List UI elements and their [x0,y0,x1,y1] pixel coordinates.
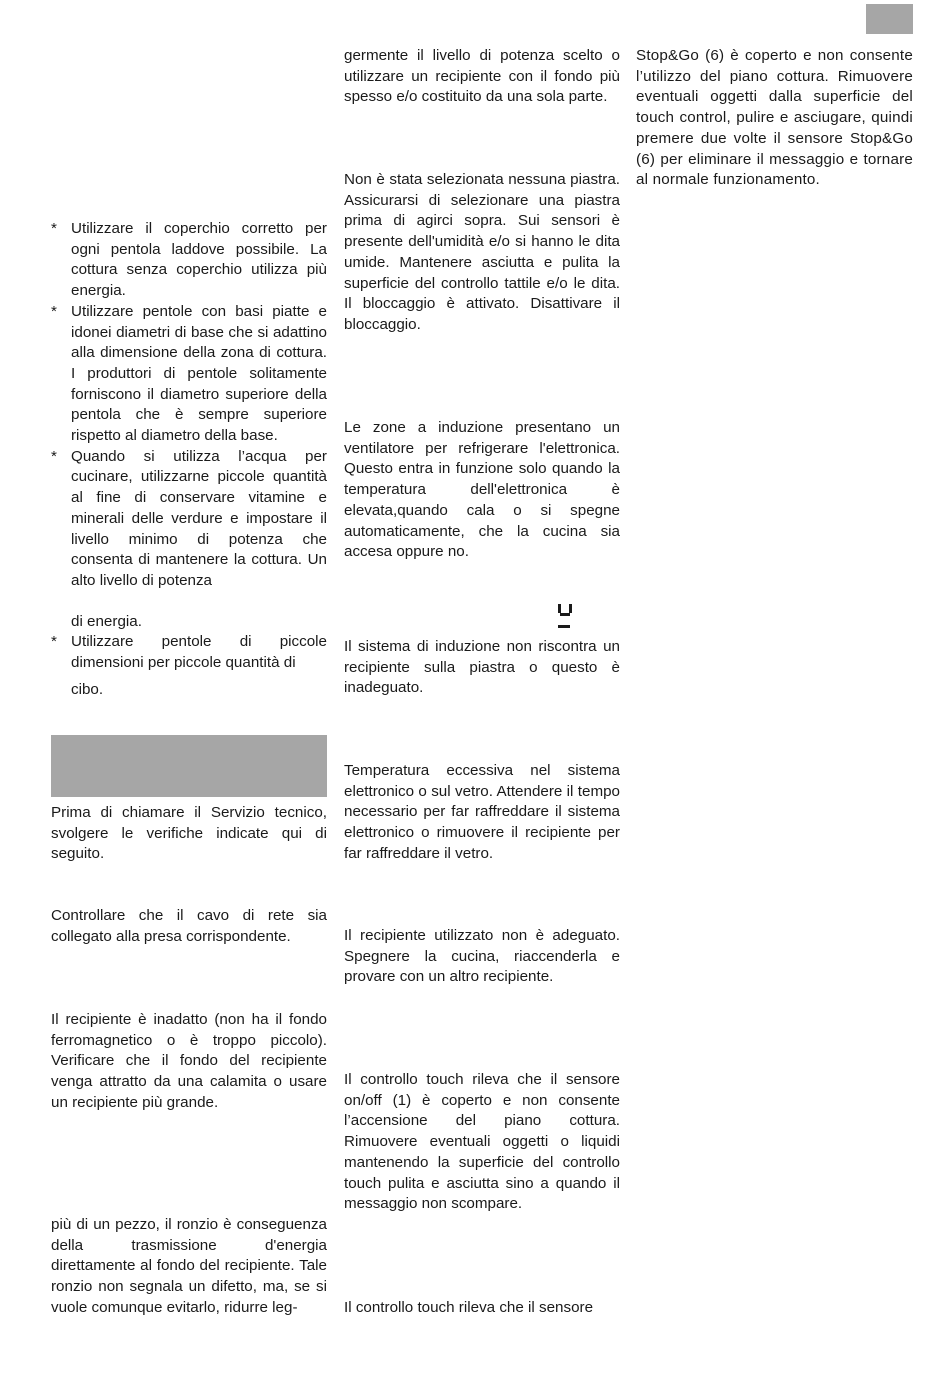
tip-text: cibo. [71,680,104,698]
tips-list [51,219,327,700]
cable-check: Controllare che il cavo di rete sia collegato alla presa corrispondente. [51,907,327,945]
stopgo-covered-start: Il controllo touch rileva che il sensore [344,1299,594,1316]
no-plate-selected: Non è stata selezionata nessuna piastra. Assicurarsi di selezionare una piastra prima di agirci sopra. Sui sensori è presente dell'umidità e/o si hanno le dita umide. Mantenere asciutta e pulita la superficie del controllo tattile e/o le dita. Il bloccaggio è attivato. Disattivare il bloccaggio. [344,171,620,333]
hum-explanation: più di un pezzo, il ronzio è conseguenza della trasmissione d'energia direttamente al fondo del recipiente. Tale ronzio non segnala un difetto, ma, se si vuole comunque evitarlo, ridurre leg- [51,1216,327,1316]
tip-item [51,612,327,633]
display-u-icon [557,601,573,629]
tip-item [51,219,327,302]
stopgo-covered-continuation: Stop&Go (6) è coperto e non consente l’utilizzo del piano cottura. Rimuovere eventuali oggetti dalla superficie del touch control, pulire e asciugare, quindi premere due volte il sensore Stop&Go (6) per eliminare il messaggio e tornare al normale funzionamento. [636,47,913,189]
overheat: Temperatura eccessiva nel sistema elettronico o sul vetro. Attendere il tempo necessario per far raffreddare il sistema elettronico o rimuovere il recipiente per far raffreddare il vetro. [344,762,620,862]
tip-text: Quando si utilizza l’acqua per cucinare, utilizzarne piccole quantità al fine di conservare vitamine e minerali delle verdure e impostare il livello minimo di potenza che consenta di mantenere la cottura. Un alto livello di potenza [71,447,327,589]
bullet-marker: * [51,633,57,651]
no-pot-detected: Il sistema di induzione non riscontra un recipiente sulla piastra o questo è inadeguato. [344,638,620,697]
bad-pot: Il recipiente utilizzato non è adeguato. Spegnere la cucina, riaccenderla e provare con un altro recipiente. [344,927,620,986]
hum-continuation: germente il livello di potenza scelto o utilizzare un recipiente con il fondo più spesso e/o costituito da una sola parte. [344,47,620,106]
fan-explanation: Le zone a induzione presentano un ventilatore per refrigerare l'elettronica. Questo entra in funzione solo quando la temperatura dell'elettronica è elevata,quando cala o si spegne automaticamente, che la cucina sia accesa oppure no. [344,419,620,561]
bullet-marker: * [51,447,57,465]
page-tab [866,4,913,34]
tip-item [51,632,327,673]
tip-item [51,302,327,447]
pot-check: Il recipiente è inadatto (non ha il fondo ferromagnetico o è troppo piccolo). Verificare che il fondo del recipiente venga attratto da una calamita o usare un recipiente più grande. [51,1011,327,1111]
tip-text: di energia. [71,612,142,630]
tip-item [51,447,327,592]
bullet-marker: * [51,302,57,320]
tip-text: Utilizzare pentole con basi piatte e idonei diametri di base che si adattino alla dimensione della zona di cottura. I produttori di pentole solitamente forniscono il diametro superiore della pentola che è sempre superiore rispetto al diametro della base. [71,302,327,445]
section-heading-box [51,735,327,797]
tip-text: Utilizzare il coperchio corretto per ogni pentola laddove possibile. La cottura senza coperchio utilizza più energia. [71,220,327,300]
tip-text: Utilizzare pentole di piccole dimensioni per piccole quantità di [71,633,327,672]
tip-item [51,680,327,701]
troubleshooting-intro: Prima di chiamare il Servizio tecnico, svolgere le verifiche indicate qui di seguito. [51,804,327,863]
onoff-covered: Il controllo touch rileva che il sensore on/off (1) è coperto e non consente l’accensione del piano cottura. Rimuovere eventuali oggetti o liquidi mantenendo la superficie del controllo touch pulita e asciutta sino a quando il messaggio non scompare. [344,1071,620,1213]
bullet-marker: * [51,220,57,237]
